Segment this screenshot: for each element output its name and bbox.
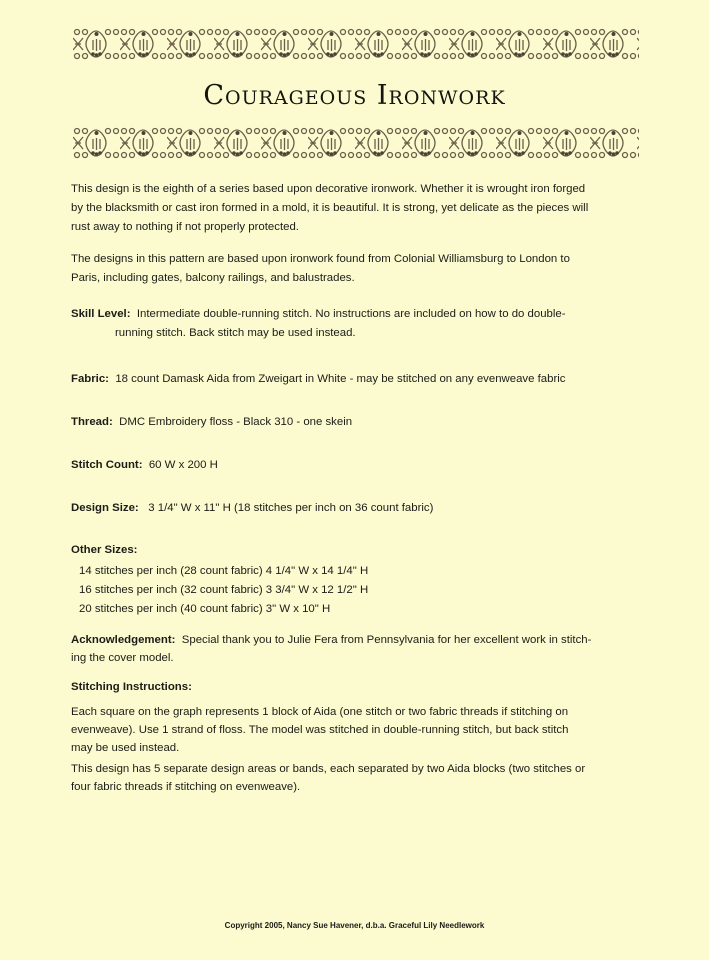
fabric (71, 370, 661, 389)
design-size (71, 499, 661, 518)
acknowledgement-label: Acknowledgement: (71, 634, 176, 646)
ornamental-border-bottom (73, 127, 639, 159)
instructions-paragraph-2 (71, 760, 661, 796)
text-line: Each square on the graph represents 1 block of Aida (one stitch or two fabric threads if stitching on (71, 706, 569, 718)
text-line: evenweave). Use 1 strand of floss. The model was stitched in double-running stitch, but back stitch (71, 724, 569, 736)
page-title: Courageous Ironwork (203, 80, 506, 111)
copyright: Copyright 2005, Nancy Sue Havener, d.b.a. Graceful Lily Needlework (224, 921, 485, 930)
text-line: The designs in this pattern are based upon ironwork found from Colonial Williamsburg to London to (71, 253, 570, 265)
text-line: rust away to nothing if not properly protected. (71, 221, 299, 233)
skill-value: Intermediate double-running stitch. No instructions are included on how to do double- (136, 308, 566, 320)
text-line: This design is the eighth of a series based upon decorative ironwork. Whether it is wrought iron forged (71, 183, 586, 195)
skill-label: Skill Level: (71, 308, 131, 320)
instructions-label: Stitching Instructions: (71, 681, 192, 693)
acknowledgement (71, 631, 661, 667)
design-size-label: Design Size: (71, 502, 139, 514)
instructions-paragraph-1 (71, 703, 661, 757)
text-line: four fabric threads if stitching on evenweave). (71, 781, 301, 793)
stitch-count-label: Stitch Count: (71, 459, 143, 471)
ornamental-border-top (73, 28, 639, 60)
size-item: 20 stitches per inch (40 count fabric) 3" W x 10" H (79, 603, 331, 615)
text-line: may be used instead. (71, 742, 180, 754)
acknowledgement-value: Special thank you to Julie Fera from Pennsylvania for her excellent work in stitch- (181, 634, 592, 646)
skill-level (71, 305, 661, 343)
acknowledgement-value-cont: ing the cover model. (71, 652, 174, 664)
thread (71, 413, 661, 432)
text-line: Paris, including gates, balcony railings, and balustrades. (71, 272, 355, 284)
text-line: This design has 5 separate design areas or bands, each separated by two Aida blocks (two stitches or (71, 763, 586, 775)
text-line: by the blacksmith or cast iron formed in a mold, it is beautiful. It is strong, yet delicate as the pieces will (71, 202, 589, 214)
intro-paragraph-1 (71, 180, 661, 237)
fabric-label: Fabric: (71, 373, 109, 385)
size-item: 16 stitches per inch (32 count fabric) 3 3/4" W x 12 1/2" H (79, 584, 369, 596)
stitch-count-value: 60 W x 200 H (148, 459, 218, 471)
fabric-value: 18 count Damask Aida from Zweigart in White - may be stitched on any evenweave fabric (115, 373, 566, 385)
skill-value-cont: running stitch. Back stitch may be used instead. (115, 327, 356, 339)
size-item: 14 stitches per inch (28 count fabric) 4 1/4" W x 14 1/4" H (79, 565, 369, 577)
other-sizes-label: Other Sizes: (71, 544, 138, 556)
stitch-count (71, 456, 661, 475)
stitching-instructions-heading (71, 678, 661, 697)
other-sizes (71, 541, 661, 619)
thread-value: DMC Embroidery floss - Black 310 - one skein (119, 416, 353, 428)
thread-label: Thread: (71, 416, 113, 428)
design-size-value: 3 1/4" W x 11" H (18 stitches per inch on 36 count fabric) (148, 502, 434, 514)
intro-paragraph-2 (71, 250, 661, 288)
